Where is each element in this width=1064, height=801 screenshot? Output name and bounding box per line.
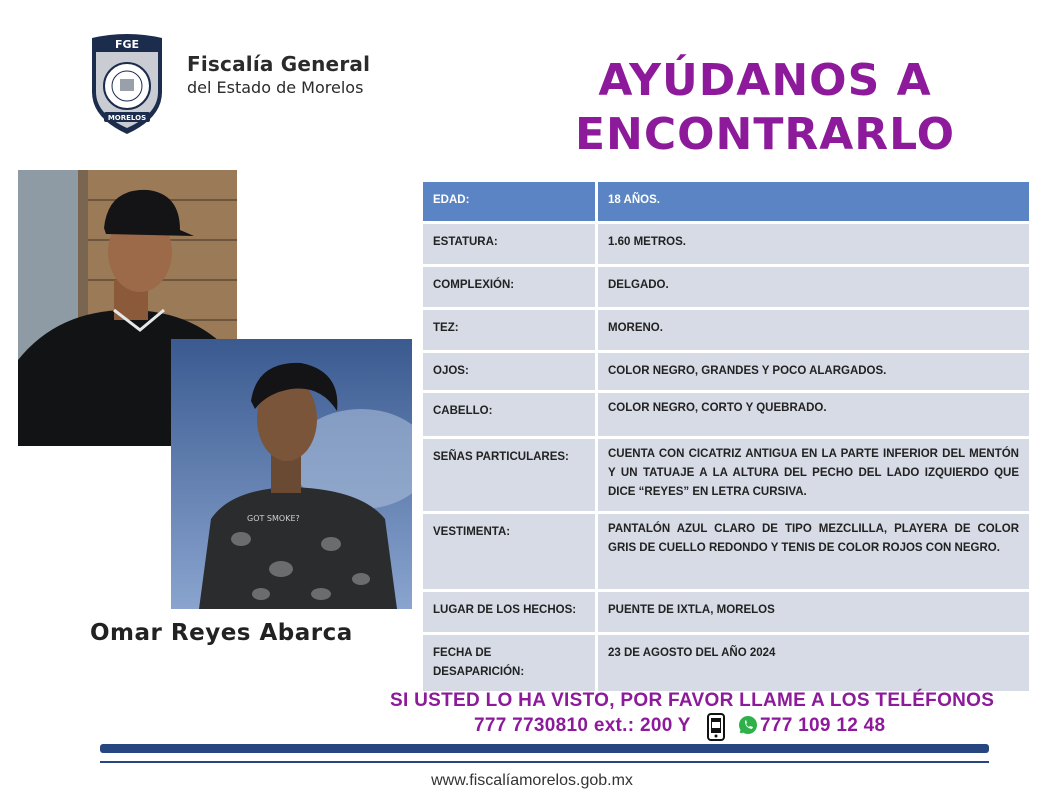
row-label: VESTIMENTA: xyxy=(423,514,595,589)
table-row xyxy=(423,224,1029,264)
whatsapp-icon xyxy=(738,715,758,735)
row-value: COLOR NEGRO, GRANDES Y POCO ALARGADOS. xyxy=(598,353,1029,390)
missing-person-name: Omar Reyes Abarca xyxy=(90,620,353,646)
row-value: 1.60 METROS. xyxy=(598,224,1029,264)
row-label: CABELLO: xyxy=(423,393,595,436)
phone-number-2[interactable]: 777 109 12 48 xyxy=(760,715,886,736)
row-label: LUGAR DE LOS HECHOS: xyxy=(423,592,595,632)
row-value: COLOR NEGRO, CORTO Y QUEBRADO. xyxy=(598,393,1029,436)
org-subtitle: del Estado de Morelos xyxy=(187,78,364,97)
row-label: OJOS: xyxy=(423,353,595,390)
org-name: Fiscalía General xyxy=(187,52,371,76)
row-label: EDAD: xyxy=(423,182,595,221)
row-label: TEZ: xyxy=(423,310,595,350)
headline xyxy=(540,54,990,162)
headline-line-2: ENCONTRARLO xyxy=(574,109,956,160)
row-label: ESTATURA: xyxy=(423,224,595,264)
website-link[interactable]: www.fiscalíamorelos.gob.mx xyxy=(431,772,633,789)
table-row xyxy=(423,635,1029,691)
badge-bottom-text: MORELOS xyxy=(107,114,147,122)
table-row xyxy=(423,393,1029,436)
table-row xyxy=(423,514,1029,589)
row-value: PANTALÓN AZUL CLARO DE TIPO MEZCLILLA, PLAYERA DE COLOR GRIS DE CUELLO REDONDO Y TENIS DE COLOR ROJOS CON NEGRO. xyxy=(598,514,1029,589)
shirt-text: GOT SMOKE? xyxy=(247,514,300,523)
table-row xyxy=(423,439,1029,511)
fge-badge-icon xyxy=(86,30,168,136)
table-row xyxy=(423,353,1029,390)
table-row xyxy=(423,267,1029,307)
table-row xyxy=(423,310,1029,350)
phone-icon xyxy=(706,713,726,741)
footer-divider-thin xyxy=(100,761,989,763)
phone-number-1[interactable]: 777 7730810 ext.: 200 Y xyxy=(474,715,691,736)
badge-top-text: FGE xyxy=(114,38,140,51)
row-value: DELGADO. xyxy=(598,267,1029,307)
row-label: SEÑAS PARTICULARES: xyxy=(423,439,595,511)
photo-portrait-sky xyxy=(171,339,412,609)
headline-line-1: AYÚDANOS A xyxy=(598,55,932,106)
row-value: 23 DE AGOSTO DEL AÑO 2024 xyxy=(598,635,1029,691)
table-row xyxy=(423,182,1029,221)
details-table xyxy=(423,182,1029,694)
call-to-action: SI USTED LO HA VISTO, POR FAVOR LLAME A LOS TELÉFONOS xyxy=(390,690,995,711)
footer-divider-thick xyxy=(100,744,989,753)
row-label: FECHA DE DESAPARICIÓN: xyxy=(423,635,595,691)
row-value: 18 AÑOS. xyxy=(598,182,1029,221)
row-value: MORENO. xyxy=(598,310,1029,350)
row-value: CUENTA CON CICATRIZ ANTIGUA EN LA PARTE INFERIOR DEL MENTÓN Y UN TATUAJE A LA ALTURA DEL PECHO DEL LADO IZQUIERDO QUE DICE “REYES” EN LETRA CURSIVA. xyxy=(598,439,1029,511)
table-row xyxy=(423,592,1029,632)
row-label: COMPLEXIÓN: xyxy=(423,267,595,307)
row-value: PUENTE DE IXTLA, MORELOS xyxy=(598,592,1029,632)
